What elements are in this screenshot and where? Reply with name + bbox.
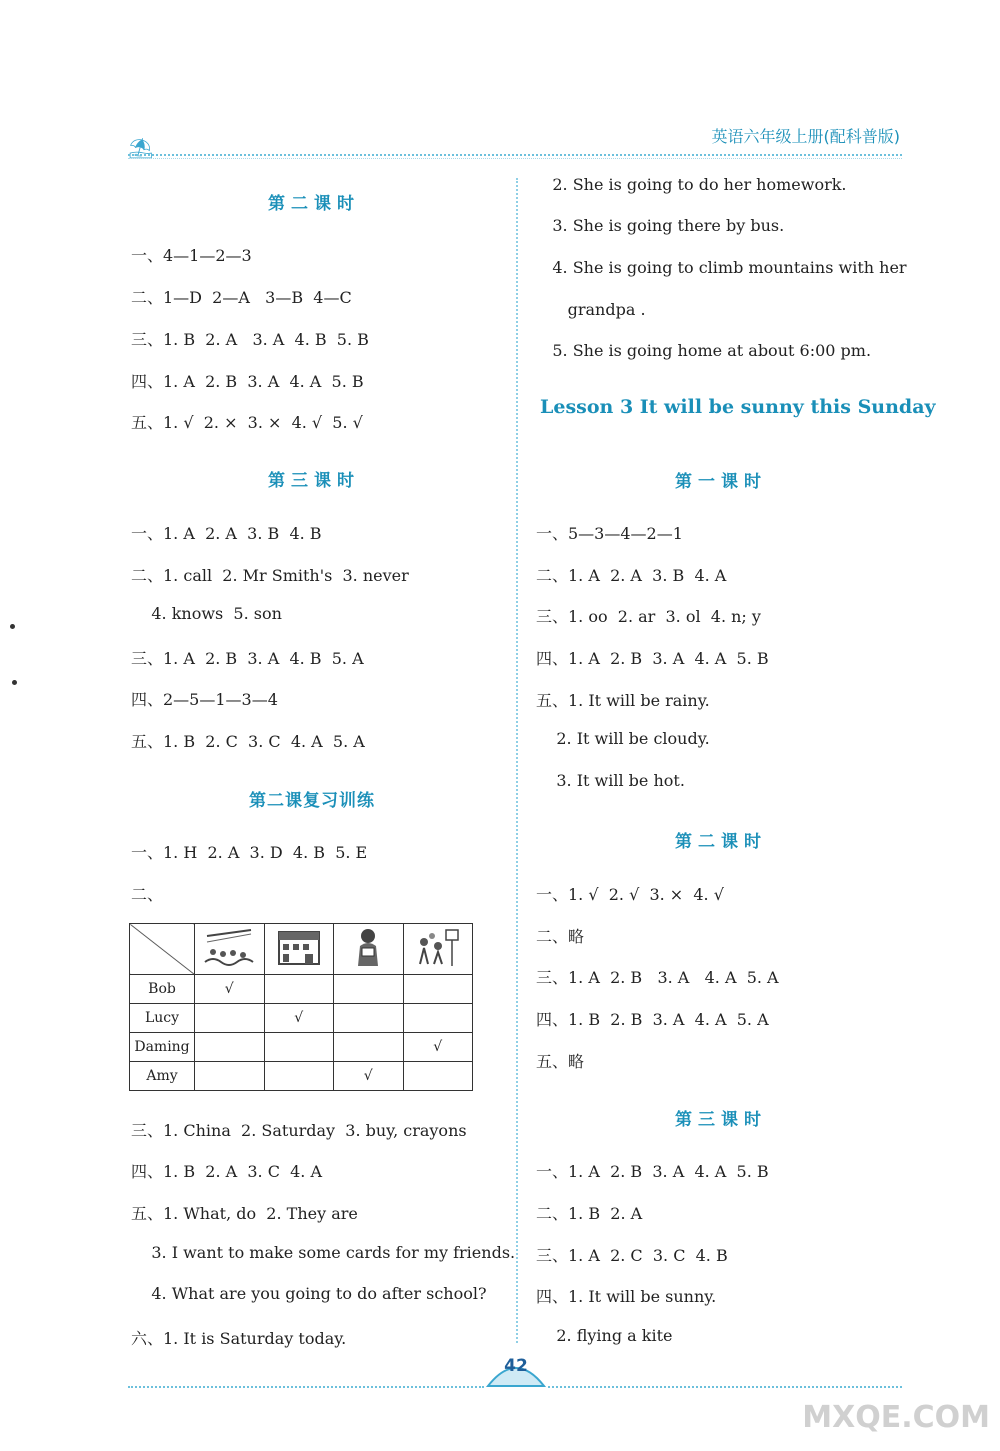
answer-line: 五、1. √ 2. × 3. × 4. √ 5. √ — [131, 413, 363, 432]
answer-line: 一、1. A 2. B 3. A 4. A 5. B — [536, 1162, 769, 1181]
shop-building-icon — [271, 926, 327, 968]
answer-line: 2. She is going to do her homework. — [532, 175, 847, 194]
table-picture-column — [403, 924, 473, 975]
column-divider — [516, 178, 518, 1343]
answer-line: 3. It will be hot. — [536, 771, 685, 790]
answer-line: 二、1. call 2. Mr Smith's 3. never — [131, 566, 409, 585]
section-heading: 第三课时 — [675, 1110, 767, 1130]
answer-line: 3. She is going there by bus. — [532, 216, 785, 235]
answer-line: 二、 — [131, 885, 164, 904]
answer-line: 二、1—D 2—A 3—B 4—C — [131, 288, 352, 307]
page-number: 42 — [504, 1356, 528, 1376]
answer-line: 三、1. A 2. B 3. A 4. A 5. A — [536, 968, 779, 987]
answer-line: 四、1. A 2. B 3. A 4. A 5. B — [131, 372, 364, 391]
lesson-title: Lesson 3 It will be sunny this Sunday — [540, 396, 936, 418]
table-cell — [195, 1004, 265, 1033]
table-cell: √ — [334, 1062, 404, 1091]
answer-line: 4. She is going to climb mountains with her — [532, 258, 907, 277]
answer-line: 六、1. It is Saturday today. — [131, 1329, 347, 1348]
table-picture-column — [334, 924, 404, 975]
table-row — [130, 1062, 473, 1091]
answer-line: 五、略 — [536, 1052, 585, 1071]
table-picture-column — [195, 924, 265, 975]
answer-line: 二、略 — [536, 927, 585, 946]
row-name: Daming — [130, 1033, 195, 1062]
table-cell: √ — [195, 975, 265, 1004]
answer-line: 一、1. √ 2. √ 3. × 4. √ — [536, 885, 724, 904]
table-cell — [195, 1033, 265, 1062]
answer-line: 五、1. B 2. C 3. C 4. A 5. A — [131, 732, 365, 751]
answer-line: 三、1. B 2. A 3. A 4. B 5. B — [131, 330, 369, 349]
answer-line: 三、1. A 2. B 3. A 4. B 5. A — [131, 649, 364, 668]
section-heading: 第一课时 — [675, 472, 767, 492]
answer-line: 四、1. B 2. B 3. A 4. A 5. A — [536, 1010, 769, 1029]
section-heading: 第二课时 — [675, 832, 767, 852]
answer-line: 3. I want to make some cards for my friends. — [131, 1243, 516, 1262]
answer-line: 一、1. H 2. A 3. D 4. B 5. E — [131, 843, 368, 862]
reading-woman-icon — [340, 926, 396, 968]
row-name: Amy — [130, 1062, 195, 1091]
answer-table — [129, 923, 473, 1091]
answer-line: 四、1. A 2. B 3. A 4. A 5. B — [536, 649, 769, 668]
table-cell — [264, 1062, 334, 1091]
table-corner — [130, 924, 195, 975]
section-heading: 第二课时 — [268, 194, 360, 214]
table-cell — [195, 1062, 265, 1091]
answer-line: 4. knows 5. son — [131, 604, 282, 623]
footer-rule-right — [548, 1386, 902, 1388]
header-logo-icon: ⛱ — [128, 136, 154, 160]
header-title: 英语六年级上册(配科普版) — [711, 127, 900, 146]
swimming-people-icon — [201, 926, 257, 968]
answer-line: 2. It will be cloudy. — [536, 729, 710, 748]
table-cell — [264, 975, 334, 1004]
answer-line: 三、1. A 2. C 3. C 4. B — [536, 1246, 728, 1265]
answer-line: 三、1. China 2. Saturday 3. buy, crayons — [131, 1121, 467, 1140]
margin-dot — [12, 680, 17, 685]
answer-line: 五、1. What, do 2. They are — [131, 1204, 358, 1223]
table-row — [130, 975, 473, 1004]
footer-rule-left — [128, 1386, 484, 1388]
answer-line: 2. flying a kite — [536, 1326, 673, 1345]
table-row — [130, 1033, 473, 1062]
table-cell — [264, 1033, 334, 1062]
margin-dot — [10, 624, 15, 629]
table-cell — [334, 975, 404, 1004]
answer-line: grandpa . — [532, 300, 646, 319]
answer-line: 四、1. It will be sunny. — [536, 1287, 717, 1306]
section-heading: 第二课复习训练 — [249, 791, 375, 811]
row-name: Lucy — [130, 1004, 195, 1033]
header-rule — [128, 154, 902, 156]
answer-line: 一、1. A 2. A 3. B 4. B — [131, 524, 322, 543]
answer-line: 5. She is going home at about 6:00 pm. — [532, 341, 872, 360]
table-cell — [403, 975, 473, 1004]
answer-line: 二、1. B 2. A — [536, 1204, 643, 1223]
table-cell — [403, 1062, 473, 1091]
answer-line: 二、1. A 2. A 3. B 4. A — [536, 566, 727, 585]
answer-line: 三、1. oo 2. ar 3. ol 4. n; y — [536, 607, 761, 626]
table-cell — [403, 1004, 473, 1033]
answer-line: 一、5—3—4—2—1 — [536, 524, 683, 543]
table-cell — [334, 1004, 404, 1033]
answer-line: 一、4—1—2—3 — [131, 246, 252, 265]
table-cell — [334, 1033, 404, 1062]
table-picture-column — [264, 924, 334, 975]
answer-line: 四、2—5—1—3—4 — [131, 690, 278, 709]
table-cell: √ — [264, 1004, 334, 1033]
table-row — [130, 1004, 473, 1033]
answer-line: 五、1. It will be rainy. — [536, 691, 710, 710]
section-heading: 第三课时 — [268, 471, 360, 491]
basketball-kids-icon — [410, 926, 466, 968]
answer-line: 4. What are you going to do after school? — [131, 1284, 487, 1303]
header-rule-secondary — [128, 158, 902, 159]
table-cell: √ — [403, 1033, 473, 1062]
answer-line: 四、1. B 2. A 3. C 4. A — [131, 1162, 323, 1181]
watermark: MXQE.COM — [802, 1400, 990, 1435]
row-name: Bob — [130, 975, 195, 1004]
